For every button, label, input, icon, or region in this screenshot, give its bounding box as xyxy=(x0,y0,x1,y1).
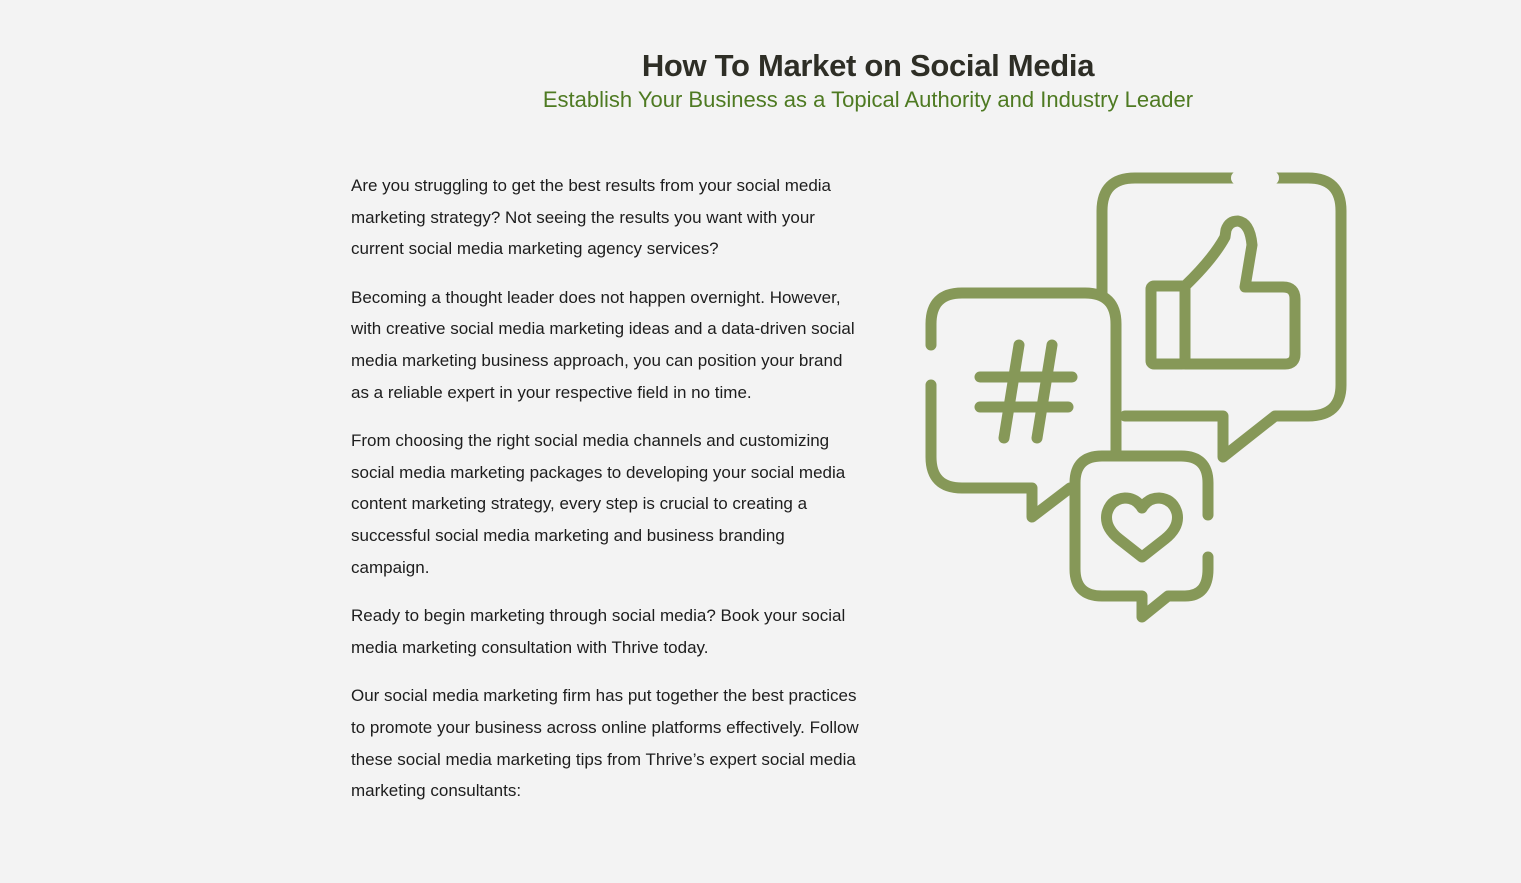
paragraph: From choosing the right social media channels and customizing social media marketing packages to developing your social media content marketing strategy, every step is crucial to creating a successful social media marketing and business branding campaign. xyxy=(351,431,846,577)
paragraph: Our social media marketing firm has put together the best practices to promote your business across online platforms effectively. Follow these social media marketing tips from Thrive’s expert social media marketing consultants: xyxy=(351,686,859,801)
paragraph: Are you struggling to get the best results from your social media marketing strategy? Not seeing the results you want with your current social media marketing agency services? xyxy=(351,176,832,259)
thumbs-up-icon xyxy=(1151,221,1295,364)
page-subtitle: Establish Your Business as a Topical Authority and Industry Leader xyxy=(542,87,1194,112)
speech-bubble-icon xyxy=(1075,456,1208,617)
page-title: How To Market on Social Media xyxy=(641,48,1095,83)
heart-icon xyxy=(1107,498,1178,557)
section-heading xyxy=(0,48,1521,116)
hashtag-icon xyxy=(980,345,1072,438)
intro-text xyxy=(351,170,861,824)
speech-bubble-icon xyxy=(1102,178,1341,457)
social-media-icons-svg xyxy=(920,165,1355,625)
paragraph: Ready to begin marketing through social media? Book your social media marketing consultation with Thrive today. xyxy=(351,606,846,657)
paragraph: Becoming a thought leader does not happen overnight. However, with creative social media marketing ideas and a data-driven social media marketing business approach, you can position your brand as a reliable expert in your respective field in no time. xyxy=(351,287,855,402)
social-media-illustration xyxy=(920,165,1355,625)
